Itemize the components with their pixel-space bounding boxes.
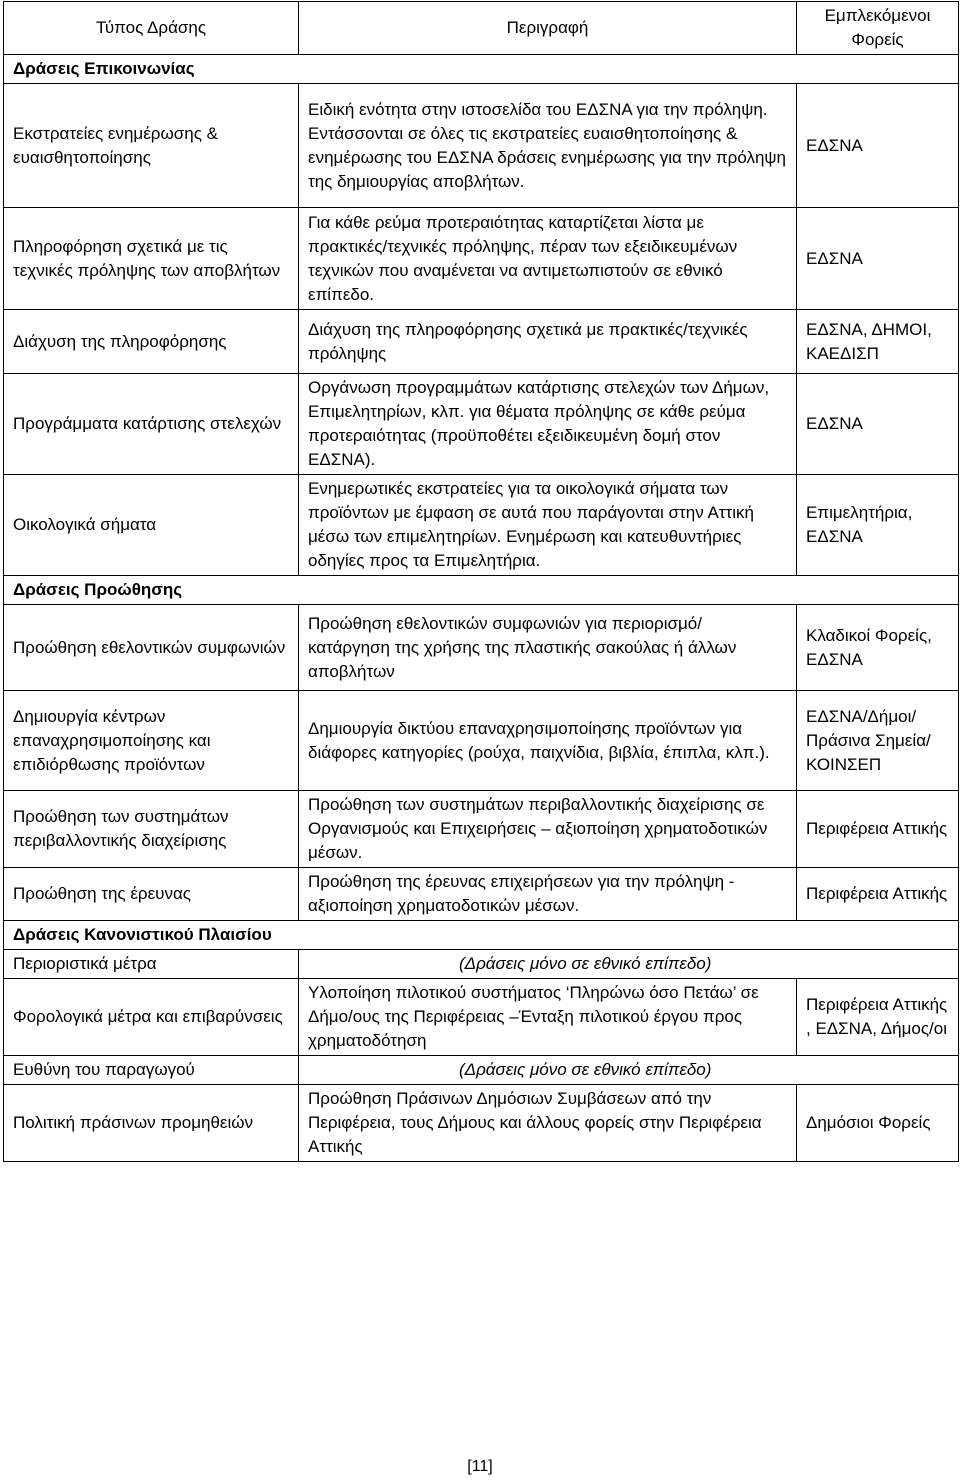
cell-description: Δημιουργία δικτύου επαναχρησιμοποίησης προϊόντων για διάφορες κατηγορίες (ρούχα, παιχνίδια, βιβλία, έπιπλα, κλπ.). (299, 691, 797, 791)
table-row (4, 475, 959, 576)
table-row (4, 691, 959, 791)
cell-type: Προώθηση των συστημάτων περιβαλλοντικής διαχείρισης (4, 791, 299, 868)
cell-type: Προώθηση εθελοντικών συμφωνιών (4, 605, 299, 691)
cell-description: Προώθηση της έρευνας επιχειρήσεων για την πρόληψη - αξιοποίηση χρηματοδοτικών μέσων. (299, 868, 797, 921)
cell-bodies: Δημόσιοι Φορείς (797, 1085, 959, 1162)
cell-bodies: ΕΔΣΝΑ (797, 208, 959, 310)
table-row (4, 791, 959, 868)
cell-type: Πολιτική πράσινων προμηθειών (4, 1085, 299, 1162)
cell-description: Ενημερωτικές εκστρατείες για τα οικολογικά σήματα των προϊόντων με έμφαση σε αυτά που παράγονται στην Αττική μέσω των επιμελητηρίων. Ενημέρωση και κατευθυντήριες οδηγίες προς τα Επιμελητήρια. (299, 475, 797, 576)
table-row (4, 868, 959, 921)
table-row (4, 1056, 959, 1085)
cell-note: (Δράσεις μόνο σε εθνικό επίπεδο) (299, 950, 959, 979)
cell-note: (Δράσεις μόνο σε εθνικό επίπεδο) (299, 1056, 959, 1085)
cell-type: Πληροφόρηση σχετικά με τις τεχνικές πρόληψης των αποβλήτων (4, 208, 299, 310)
section-row (4, 576, 959, 605)
cell-bodies: ΕΔΣΝΑ/Δήμοι/ Πράσινα Σημεία/ΚΟΙΝΣΕΠ (797, 691, 959, 791)
cell-bodies: Κλαδικοί Φορείς, ΕΔΣΝΑ (797, 605, 959, 691)
section-regulatory: Δράσεις Κανονιστικού Πλαισίου (4, 921, 959, 950)
table-row (4, 1085, 959, 1162)
table-row (4, 208, 959, 310)
header-bodies: Εμπλεκόμενοι Φορείς (797, 2, 959, 55)
header-type: Τύπος Δράσης (4, 2, 299, 55)
cell-description: Προώθηση εθελοντικών συμφωνιών για περιορισμό/ κατάργηση της χρήσης της πλαστικής σακούλας ή άλλων αποβλήτων (299, 605, 797, 691)
cell-description: Διάχυση της πληροφόρησης σχετικά με πρακτικές/τεχνικές πρόληψης (299, 310, 797, 374)
cell-description: Για κάθε ρεύμα προτεραιότητας καταρτίζεται λίστα με πρακτικές/τεχνικές πρόληψης, πέραν των εξειδικευμένων τεχνικών που αναμένεται να αντιμετωπιστούν σε εθνικό επίπεδο. (299, 208, 797, 310)
cell-bodies: Περιφέρεια Αττικής (797, 791, 959, 868)
cell-bodies: ΕΔΣΝΑ, ΔΗΜΟΙ, ΚΑΕΔΙΣΠ (797, 310, 959, 374)
cell-type: Οικολογικά σήματα (4, 475, 299, 576)
cell-type: Δημιουργία κέντρων επαναχρησιμοποίησης και επιδιόρθωσης προϊόντων (4, 691, 299, 791)
table-row (4, 84, 959, 208)
table-row (4, 979, 959, 1056)
header-description: Περιγραφή (299, 2, 797, 55)
cell-description: Προώθηση των συστημάτων περιβαλλοντικής διαχείρισης σε Οργανισμούς και Επιχειρήσεις – αξιοποίηση χρηματοδοτικών μέσων. (299, 791, 797, 868)
cell-bodies: ΕΔΣΝΑ (797, 84, 959, 208)
actions-table (3, 1, 959, 1162)
table-row (4, 374, 959, 475)
cell-description: Οργάνωση προγραμμάτων κατάρτισης στελεχών των Δήμων, Επιμελητηρίων, κλπ. για θέματα πρόληψης σε κάθε ρεύμα προτεραιότητας (προϋποθέτει εξειδικευμένη δομή στον ΕΔΣΝΑ). (299, 374, 797, 475)
cell-type: Διάχυση της πληροφόρησης (4, 310, 299, 374)
cell-bodies: ΕΔΣΝΑ (797, 374, 959, 475)
page-number: [11] (467, 1458, 493, 1475)
cell-bodies: Επιμελητήρια, ΕΔΣΝΑ (797, 475, 959, 576)
cell-description: Υλοποίηση πιλοτικού συστήματος ‘Πληρώνω όσο Πετάω’ σε Δήμο/ους της Περιφέρειας –Ένταξη πιλοτικού έργου προς χρηματοδότηση (299, 979, 797, 1056)
section-row (4, 921, 959, 950)
cell-type: Φορολογικά μέτρα και επιβαρύνσεις (4, 979, 299, 1056)
section-row (4, 55, 959, 84)
cell-type: Προγράμματα κατάρτισης στελεχών (4, 374, 299, 475)
header-row (4, 2, 959, 55)
cell-type: Προώθηση της έρευνας (4, 868, 299, 921)
cell-type: Περιοριστικά μέτρα (4, 950, 299, 979)
cell-description: Προώθηση Πράσινων Δημόσιων Συμβάσεων από την Περιφέρεια, τους Δήμους και άλλους φορείς στην Περιφέρεια Αττικής (299, 1085, 797, 1162)
cell-bodies: Περιφέρεια Αττικής , ΕΔΣΝΑ, Δήμος/οι (797, 979, 959, 1056)
section-promotion: Δράσεις Προώθησης (4, 576, 959, 605)
cell-bodies: Περιφέρεια Αττικής (797, 868, 959, 921)
cell-type: Εκστρατείες ενημέρωσης & ευαισθητοποίησης (4, 84, 299, 208)
table-row (4, 605, 959, 691)
section-communication: Δράσεις Επικοινωνίας (4, 55, 959, 84)
table-row (4, 310, 959, 374)
cell-description: Ειδική ενότητα στην ιστοσελίδα του ΕΔΣΝΑ για την πρόληψη. Εντάσσονται σε όλες τις εκστρατείες ευαισθητοποίησης & ενημέρωσης του ΕΔΣΝΑ δράσεις ενημέρωσης για την πρόληψη της δημιουργίας αποβλήτων. (299, 84, 797, 208)
cell-type: Ευθύνη του παραγωγού (4, 1056, 299, 1085)
table-row (4, 950, 959, 979)
